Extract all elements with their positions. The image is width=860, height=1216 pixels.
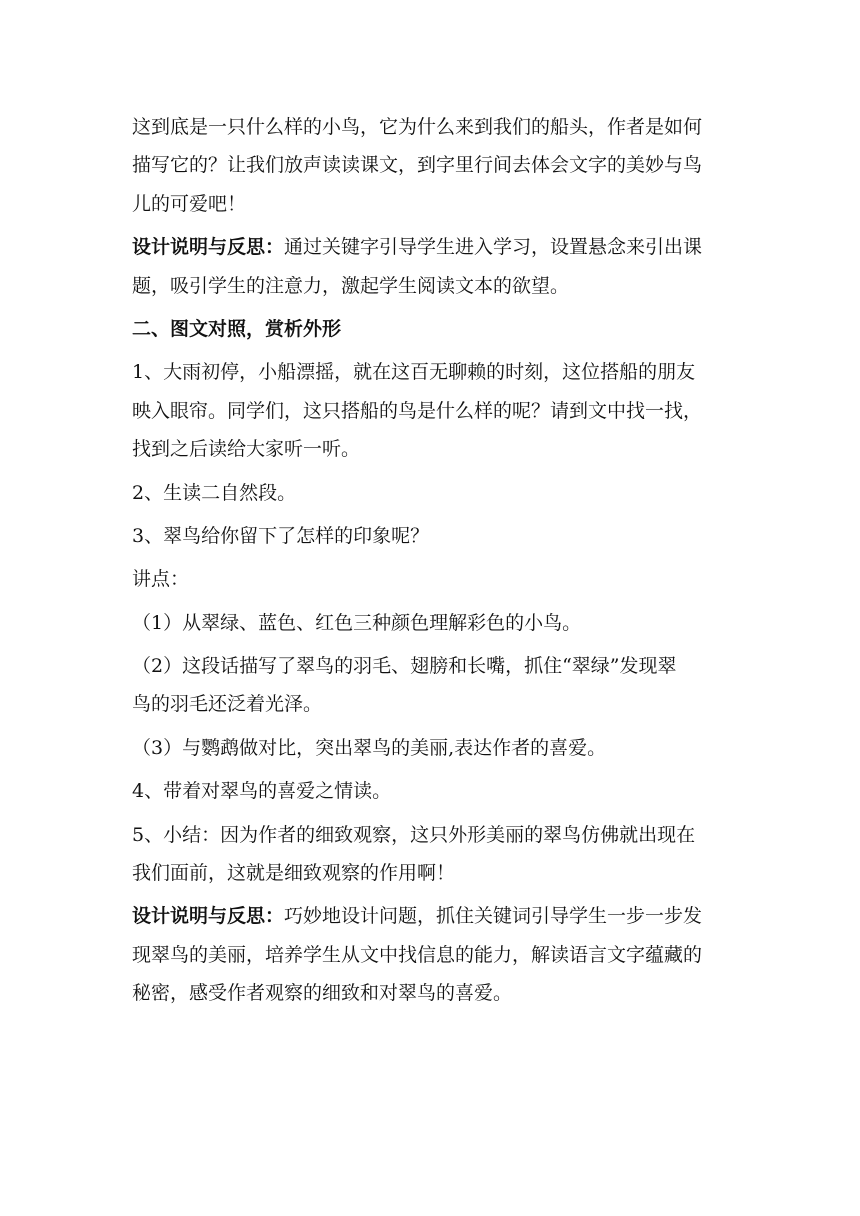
point-line: 鸟的羽毛还泛着光泽。 <box>132 693 323 716</box>
design-reflection-2 <box>132 897 736 1012</box>
intro-line: 这到底是一只什么样的小鸟，它为什么来到我们的船头，作者是如何 <box>132 116 703 138</box>
reflection-line: 题，吸引学生的注意力，激起学生阅读文本的欲望。 <box>132 274 570 297</box>
point-line: （2）这段话描写了翠鸟的羽毛、翅膀和长嘴，抓住“翠绿”发现翠 <box>132 655 677 678</box>
intro-line: 描写它的？让我们放声读读课文，到字里行间去体会文字的美妙与鸟 <box>132 154 703 177</box>
step-line: 5、小结：因为作者的细致观察，这只外形美丽的翠鸟仿佛就出现在 <box>132 823 696 846</box>
point-2 <box>132 647 736 724</box>
step-4: 4、带着对翠鸟的喜爱之情读。 <box>132 780 392 803</box>
step-2: 2、生读二自然段。 <box>132 481 297 504</box>
reflection-text: 巧妙地设计问题，抓住关键词引导学生一步一步发 <box>284 905 703 928</box>
step-3: 3、翠鸟给你留下了怎样的印象呢？ <box>132 524 430 547</box>
reflection-line: 秘密，感受作者观察的细致和对翠鸟的喜爱。 <box>132 982 513 1005</box>
step-line: 映入眼帘。同学们，这只搭船的鸟是什么样的呢？请到文中找一找， <box>132 399 703 422</box>
intro-paragraph <box>132 108 736 223</box>
reflection-text: 通过关键字引导学生进入学习，设置悬念来引出课 <box>284 236 703 259</box>
intro-line: 儿的可爱吧！ <box>132 192 247 215</box>
point-1: （1）从翠绿、蓝色、红色三种颜色理解彩色的小鸟。 <box>132 611 582 634</box>
document-body <box>132 108 736 1013</box>
reflection-line <box>132 897 736 935</box>
reflection-label: 设计说明与反思： <box>132 905 285 928</box>
step-line: 我们面前，这就是细致观察的作用啊！ <box>132 862 456 885</box>
reflection-label: 设计说明与反思： <box>132 236 285 259</box>
reflection-line <box>132 228 736 266</box>
point-3: （3）与鹦鹉做对比，突出翠鸟的美丽,表达作者的喜爱。 <box>132 736 607 759</box>
design-reflection-1 <box>132 228 736 305</box>
step-line: 1、大雨初停，小船漂摇，就在这百无聊赖的时刻，这位搭船的朋友 <box>132 361 696 384</box>
step-1 <box>132 353 736 468</box>
step-line: 找到之后读给大家听一听。 <box>132 438 361 461</box>
reflection-line: 现翠鸟的美丽，培养学生从文中找信息的能力，解读语言文字蕴藏的 <box>132 943 703 966</box>
step-5 <box>132 816 736 893</box>
points-label: 讲点： <box>132 568 190 591</box>
section-heading: 二、图文对照，赏析外形 <box>132 317 342 340</box>
